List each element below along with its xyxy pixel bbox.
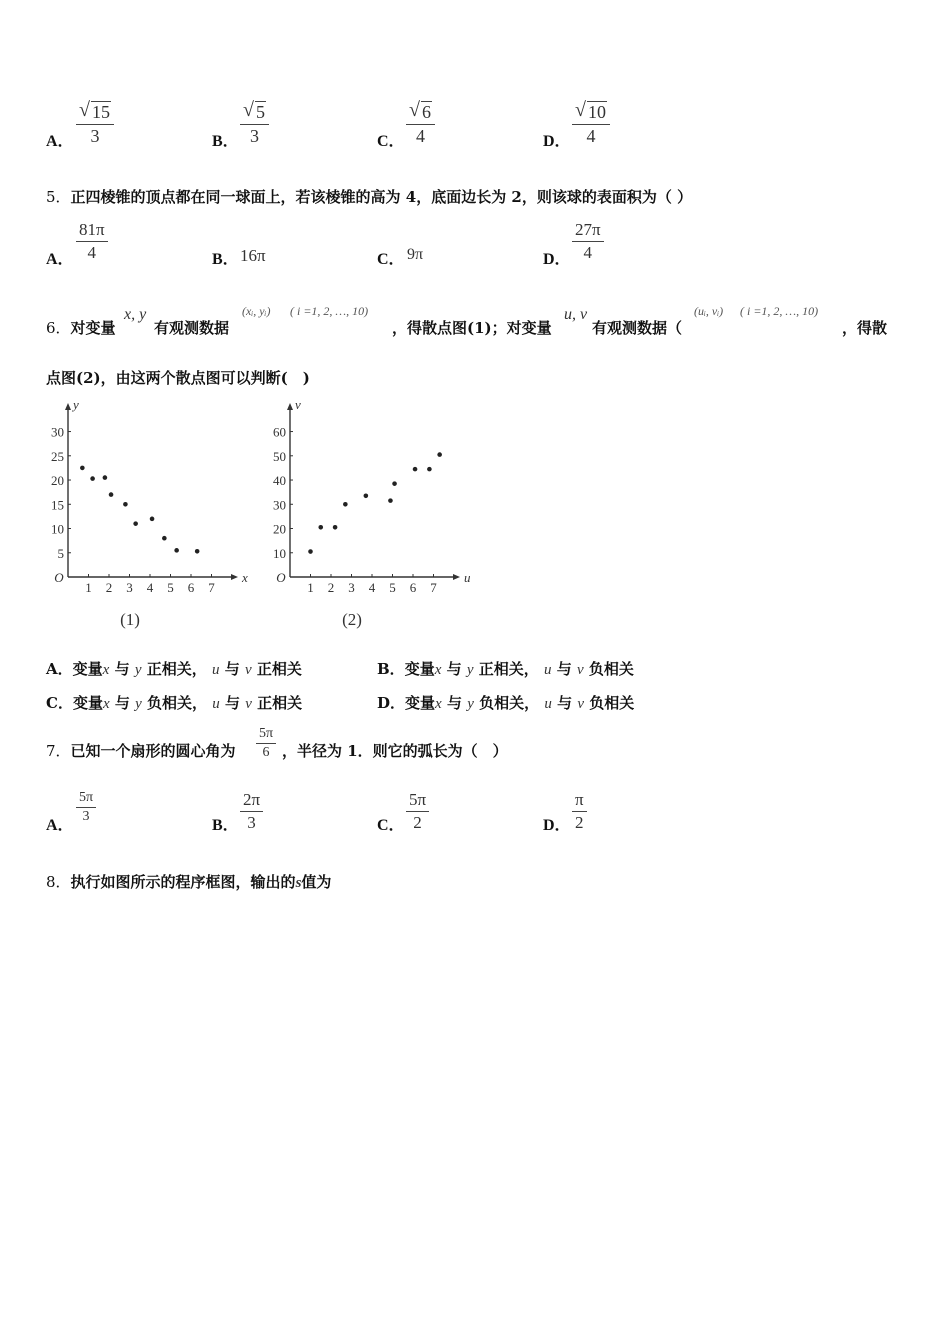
data-point xyxy=(413,467,418,472)
y-tick-label: 60 xyxy=(273,424,286,440)
y-axis-arrow xyxy=(65,403,71,410)
q7-option-d-value[interactable]: $\frac{\pi}{2}$ xyxy=(572,790,587,833)
q5-option-d-label: D． xyxy=(543,251,571,268)
data-point xyxy=(392,481,397,486)
q5-number: 5． xyxy=(46,188,71,206)
q5-option-b-value[interactable]: 16π xyxy=(240,246,266,265)
y-tick-label: 30 xyxy=(273,497,286,513)
q8-question: 8．执行如图所示的程序框图，输出的s值为 xyxy=(46,873,332,891)
x-tick-label: 6 xyxy=(187,580,195,595)
q5-option-a-label: A． xyxy=(46,251,74,268)
y-tick-label: 10 xyxy=(273,545,286,561)
data-point xyxy=(333,525,338,530)
q7-option-b-value[interactable]: $\frac{2\pi}{3}$ xyxy=(240,790,263,833)
scatter-plot-1 xyxy=(51,400,248,629)
x-tick-label: 3 xyxy=(126,580,133,595)
x-axis-label: x xyxy=(242,570,248,585)
origin-label: O xyxy=(276,570,286,585)
data-point xyxy=(150,517,155,522)
q6-range-2: ( i =1, 2, …, 10) xyxy=(740,304,819,318)
x-tick-label: 4 xyxy=(146,580,154,595)
x-tick-label: 4 xyxy=(368,580,376,595)
q5-option-c-value[interactable]: 9π xyxy=(407,246,424,263)
y-tick-label: 20 xyxy=(51,473,64,489)
x-tick-label: 2 xyxy=(327,580,335,595)
q4-option-c-value[interactable]: √ 6 4 xyxy=(406,102,435,147)
y-tick-label: 40 xyxy=(273,473,286,489)
chart-caption: (1) xyxy=(120,610,140,629)
q7-text-2: ，半径为 1．则它的弧长为（ ） xyxy=(282,742,508,760)
q4-option-a-label: A． xyxy=(46,133,74,150)
x-tick-label: 1 xyxy=(85,580,92,595)
q7-option-c-value[interactable]: $\frac{5\pi}{2}$ xyxy=(406,790,429,833)
y-tick-label: 5 xyxy=(57,545,64,561)
data-point xyxy=(427,467,432,472)
data-point xyxy=(195,549,200,554)
x-tick-label: 3 xyxy=(348,580,355,595)
q7-text-1: 已知一个扇形的圆心角为 xyxy=(70,742,236,760)
data-point xyxy=(80,466,85,471)
q6-scatter-figures xyxy=(40,400,470,640)
q6-option-c[interactable]: C．变量x 与 y 负相关， u 与 v 正相关 xyxy=(46,694,303,712)
x-axis-arrow xyxy=(453,574,460,580)
q4-option-b-label: B． xyxy=(212,133,239,150)
data-point xyxy=(123,502,128,507)
x-tick-label: 1 xyxy=(307,580,314,595)
q4-option-c-label: C． xyxy=(377,133,405,150)
q7-option-a-value[interactable]: $\frac{5\pi}{3}$ xyxy=(76,790,96,825)
q7-number: 7． xyxy=(46,742,71,760)
data-point xyxy=(162,536,167,541)
x-tick-label: 5 xyxy=(389,580,396,595)
q4-option-d-label: D． xyxy=(543,133,571,150)
origin-label: O xyxy=(54,570,64,585)
x-axis-arrow xyxy=(231,574,238,580)
x-tick-label: 2 xyxy=(105,580,113,595)
q7-option-c-label: C． xyxy=(377,817,405,834)
q5-option-d-value[interactable]: $\frac{27\pi}{4}$ xyxy=(572,220,604,263)
q5-question xyxy=(46,186,692,207)
x-tick-label: 7 xyxy=(430,580,437,595)
q6-number: 6． xyxy=(46,319,71,337)
q6-vars-xy: x, y xyxy=(124,306,147,323)
y-tick-label: 30 xyxy=(51,424,64,440)
y-axis-label: v xyxy=(295,400,301,412)
data-point xyxy=(90,476,95,481)
q5-option-c-label: C． xyxy=(377,251,405,268)
q6-data-xy: (xᵢ, yᵢ) xyxy=(242,304,271,318)
q6-line-2: 点图(2)，由这两个散点图可以判断( ) xyxy=(46,369,310,387)
x-axis-label: u xyxy=(464,570,470,585)
x-tick-label: 7 xyxy=(208,580,215,595)
q6-option-a[interactable]: A．变量x 与 y 正相关， u 与 v 正相关 xyxy=(46,660,302,678)
q6-range-1: ( i =1, 2, …, 10) xyxy=(290,304,369,318)
data-point xyxy=(388,498,393,503)
y-tick-label: 50 xyxy=(273,448,286,464)
scatter-plot-2 xyxy=(273,400,470,629)
chart-caption: (2) xyxy=(342,610,362,629)
y-tick-label: 15 xyxy=(51,497,64,513)
q4-option-b-value[interactable]: √ 5 3 xyxy=(240,102,269,147)
q6-vars-uv: u, v xyxy=(564,306,588,323)
x-tick-label: 6 xyxy=(409,580,417,595)
x-tick-label: 5 xyxy=(167,580,174,595)
y-axis-arrow xyxy=(287,403,293,410)
y-tick-label: 25 xyxy=(51,448,64,464)
q4-option-d-value[interactable]: √ 10 4 xyxy=(572,102,610,147)
q6-option-b[interactable]: B．变量x 与 y 正相关， u 与 v 负相关 xyxy=(377,660,634,678)
q5-option-a-value[interactable]: $\frac{81\pi}{4}$ xyxy=(76,220,108,263)
y-tick-label: 20 xyxy=(273,521,286,537)
y-tick-label: 10 xyxy=(51,521,64,537)
data-point xyxy=(343,502,348,507)
q5-text: 正四棱锥的顶点都在同一球面上，若该棱锥的高为 4，底面边长为 2，则该球的表面积为（ ） xyxy=(70,188,693,206)
data-point xyxy=(437,452,442,457)
data-point xyxy=(308,549,313,554)
q8-var: s xyxy=(295,875,302,891)
q4-option-a-value[interactable]: √ 15 3 xyxy=(76,102,114,147)
q6-data-uv: (uᵢ, vᵢ) xyxy=(694,304,724,318)
q7-angle: $\frac{5\pi}{6}$ xyxy=(256,726,276,761)
q7-option-a-label: A． xyxy=(46,817,74,834)
data-point xyxy=(174,548,179,553)
q6-option-d[interactable]: D．变量x 与 y 负相关， u 与 v 负相关 xyxy=(377,694,635,712)
data-point xyxy=(103,475,108,480)
q7-option-b-label: B． xyxy=(212,817,239,834)
q5-option-b-label: B． xyxy=(212,251,239,268)
data-point xyxy=(318,525,323,530)
data-point xyxy=(133,521,138,526)
y-axis-label: y xyxy=(73,400,79,412)
q8-number: 8． xyxy=(46,873,71,891)
data-point xyxy=(109,492,114,497)
data-point xyxy=(364,493,369,498)
q7-option-d-label: D． xyxy=(543,817,571,834)
